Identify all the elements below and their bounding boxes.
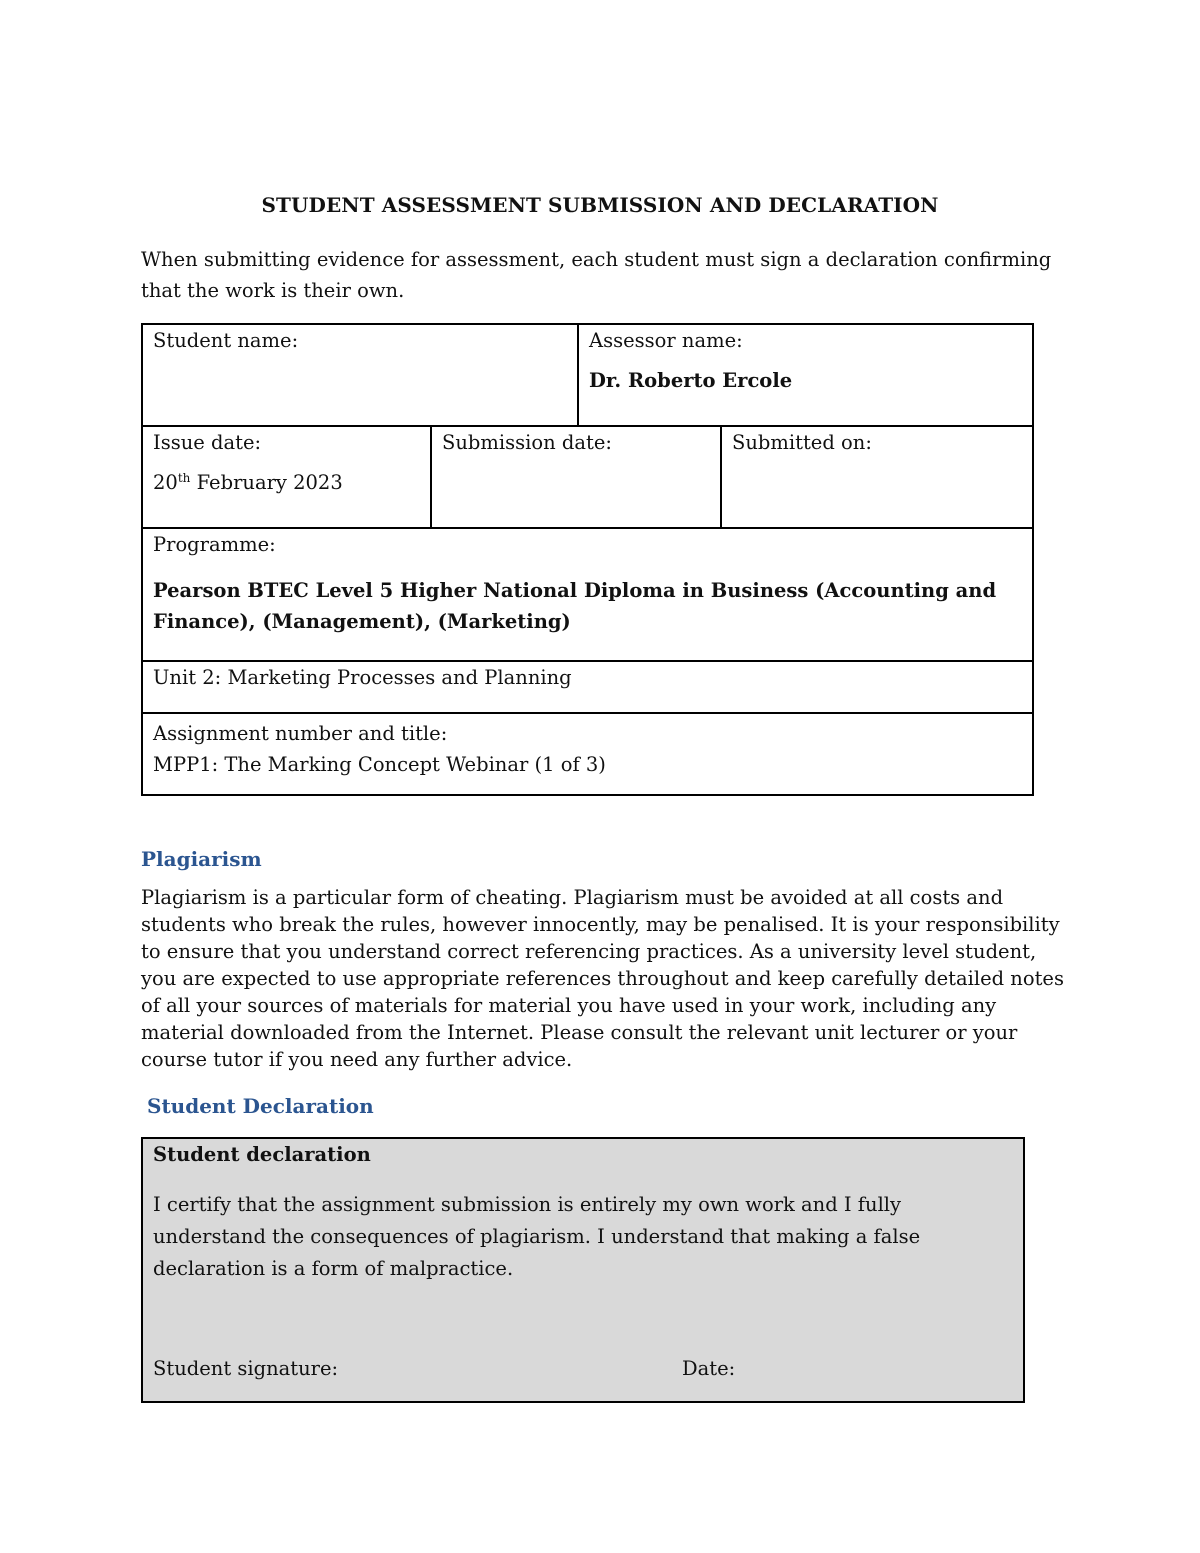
- assessor-name-cell: [578, 324, 1033, 426]
- assessor-name-label: Assessor name:: [589, 329, 743, 352]
- programme-label: Programme:: [153, 533, 276, 556]
- programme-cell: [142, 528, 1033, 661]
- issue-date-cell: [142, 426, 431, 528]
- assignment-cell: [142, 713, 1033, 795]
- submission-date-label: Submission date:: [442, 431, 612, 454]
- student-name-label: Student name:: [153, 329, 299, 352]
- student-signature-label[interactable]: Student signature:: [153, 1357, 339, 1380]
- plagiarism-heading: Plagiarism: [141, 847, 262, 871]
- unit-cell: [142, 661, 1033, 713]
- plagiarism-text: Plagiarism is a particular form of cheating. Plagiarism must be avoided at all costs and students who break the rules, however innocently, may be penalised. It is your responsibility to ensure that you understand correct referencing practices. As a university level student, you are expected to use appropriate references throughout and keep carefully detailed notes of all your sources of materials for material you have used in your work, including any material downloaded from the Internet. Please consult the relevant unit lecturer or your course tutor if you need any further advice.: [141, 886, 1064, 1071]
- student-declaration-box: [141, 1137, 1025, 1403]
- page-title: STUDENT ASSESSMENT SUBMISSION AND DECLARATION: [261, 193, 939, 217]
- programme-value: Pearson BTEC Level 5 Higher National Diploma in Business (Accounting and Finance), (Management), (Marketing): [153, 579, 997, 633]
- assignment-label: Assignment number and title:: [153, 722, 448, 745]
- submitted-on-cell[interactable]: [721, 426, 1033, 528]
- issue-date-label: Issue date:: [153, 431, 262, 454]
- assignment-value: MPP1: The Marking Concept Webinar (1 of 3): [153, 753, 606, 776]
- intro-text: When submitting evidence for assessment, each student must sign a declaration confirming that the work is their own.: [141, 248, 1052, 302]
- issue-date-value: 20th February 2023: [153, 471, 343, 494]
- unit-value: Unit 2: Marketing Processes and Planning: [153, 666, 572, 689]
- assessor-name-value: Dr. Roberto Ercole: [589, 369, 793, 392]
- declaration-text: I certify that the assignment submission is entirely my own work and I fully understand the consequences of plagiarism. I understand that making a false declaration is a form of malpractice.: [153, 1193, 921, 1280]
- student-declaration-heading: Student Declaration: [147, 1094, 374, 1118]
- submission-date-cell[interactable]: [431, 426, 721, 528]
- declaration-box-heading: Student declaration: [153, 1143, 371, 1166]
- declaration-date-label[interactable]: Date:: [682, 1357, 736, 1380]
- student-name-cell[interactable]: [142, 324, 578, 426]
- submitted-on-label: Submitted on:: [732, 431, 872, 454]
- submission-info-table: [141, 323, 1034, 796]
